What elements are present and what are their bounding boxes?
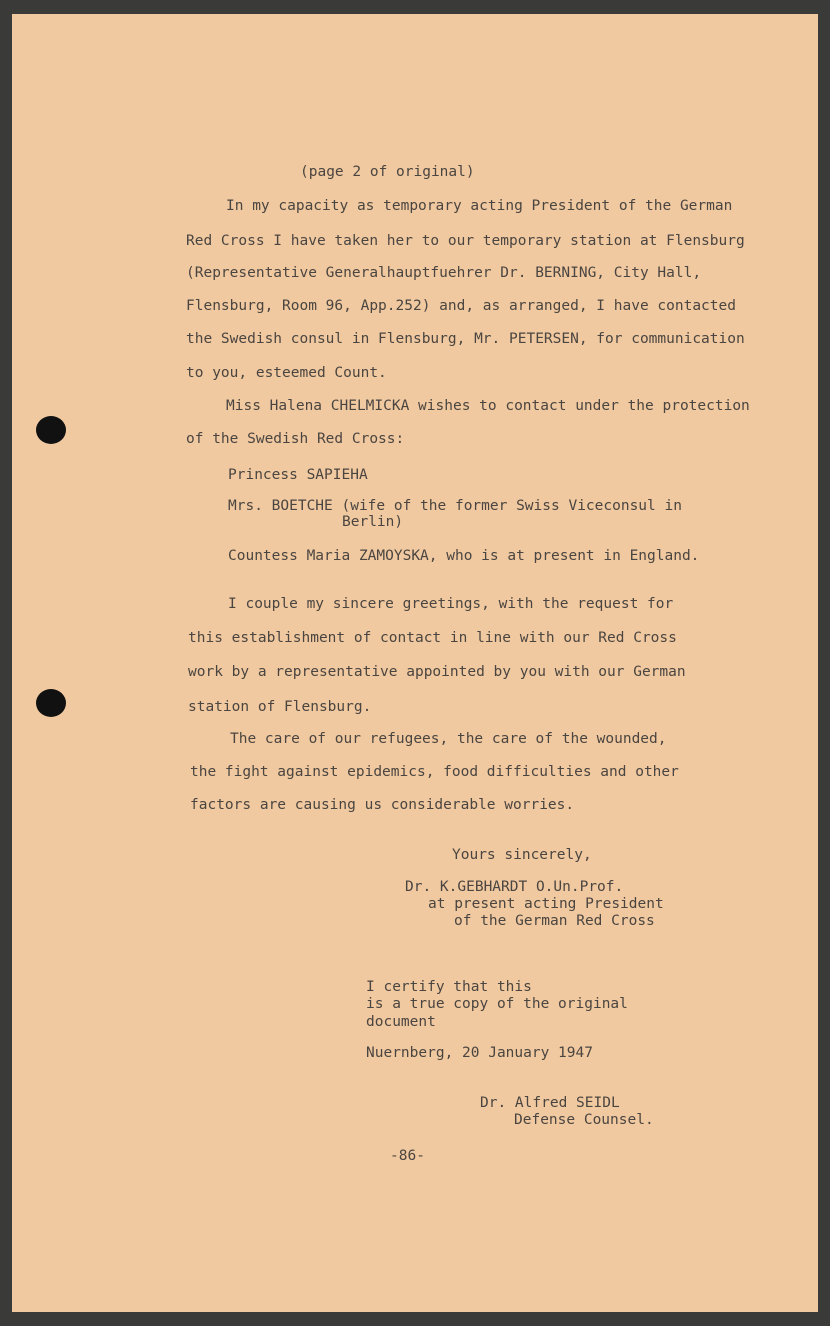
paragraph-3-line-1: I couple my sincere greetings, with the request for [228, 596, 674, 612]
paragraph-4-line-2: the fight against epidemics, food difficulties and other [190, 764, 679, 780]
certification-line-3: document [366, 1014, 436, 1030]
signature-line-2: at present acting President [428, 896, 664, 912]
paragraph-1-line-3: (Representative Generalhauptfuehrer Dr. BERNING, City Hall, [186, 265, 702, 281]
paragraph-2-line-1: Miss Halena CHELMICKA wishes to contact under the protection [226, 398, 750, 414]
page-header: (page 2 of original) [300, 164, 475, 180]
punch-hole-top [36, 416, 66, 444]
closing: Yours sincerely, [452, 847, 592, 863]
paragraph-3-line-2: this establishment of contact in line with our Red Cross [188, 630, 677, 646]
page-number: -86- [390, 1148, 425, 1164]
contact-boetche: Mrs. BOETCHE (wife of the former Swiss Viceconsul in [228, 498, 682, 514]
paragraph-1-line-6: to you, esteemed Count. [186, 365, 387, 381]
paragraph-2-line-2: of the Swedish Red Cross: [186, 431, 405, 447]
signature-line-1: Dr. K.GEBHARDT O.Un.Prof. [405, 879, 624, 895]
paragraph-3-line-4: station of Flensburg. [188, 699, 372, 715]
contact-sapieha: Princess SAPIEHA [228, 467, 368, 483]
paragraph-1-line-2: Red Cross I have taken her to our temporary station at Flensburg [186, 233, 745, 249]
counsel-title: Defense Counsel. [514, 1112, 654, 1128]
certification-line-2: is a true copy of the original [366, 996, 628, 1012]
contact-boetche-cont: Berlin) [342, 514, 404, 530]
paragraph-3-line-3: work by a representative appointed by you with our German [188, 664, 686, 680]
certification-line-1: I certify that this [366, 979, 532, 995]
signature-line-3: of the German Red Cross [454, 913, 655, 929]
place-date: Nuernberg, 20 January 1947 [366, 1045, 593, 1061]
paragraph-1-line-5: the Swedish consul in Flensburg, Mr. PETERSEN, for communication [186, 331, 745, 347]
document-page [12, 14, 818, 1312]
contact-zamoyska: Countess Maria ZAMOYSKA, who is at present in England. [228, 548, 700, 564]
punch-hole-bottom [36, 689, 66, 717]
paragraph-1-line-4: Flensburg, Room 96, App.252) and, as arranged, I have contacted [186, 298, 736, 314]
counsel-name: Dr. Alfred SEIDL [480, 1095, 620, 1111]
paragraph-4-line-3: factors are causing us considerable worries. [190, 797, 575, 813]
paragraph-1-line-1: In my capacity as temporary acting President of the German [226, 198, 733, 214]
paragraph-4-line-1: The care of our refugees, the care of the wounded, [230, 731, 667, 747]
